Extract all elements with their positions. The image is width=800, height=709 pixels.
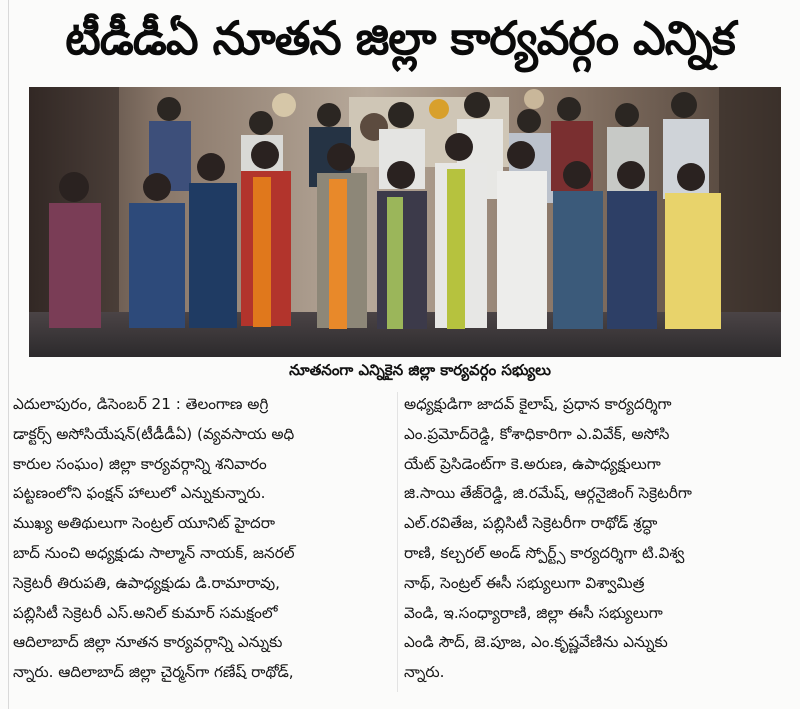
column-divider: [397, 392, 398, 692]
body-line: ముఖ్య అతిథులుగా సెంట్రల్ యూనిట్ హైదరా: [13, 514, 275, 533]
body-line: ఎం.ప్రమోద్‌రెడ్డి, కోశాధికారిగా ఎ.వివేక్, అసోసి: [404, 424, 670, 443]
body-line: ఎండి సౌద్, జె.పూజ, ఎం.కృష్ణవేణిను ఎన్నుకు: [404, 633, 668, 652]
body-line: కారుల సంఘం) జిల్లా కార్యవర్గాన్ని శనివారం: [13, 454, 267, 473]
body-line: పట్టణంలోని ఫంక్షన్ హాలులో ఎన్నుకున్నారు.: [13, 484, 266, 503]
body-line: అధ్యక్షుడిగా జాదవ్ కైలాష్, ప్రధాన కార్యదర్శిగా: [404, 395, 672, 413]
body-line: పబ్లిసిటీ సెక్రెటరీ ఎస్.అనిల్ కుమార్ సమక్షంలో: [13, 603, 278, 622]
photo-caption: నూతనంగా ఎన్నికైన జిల్లా కార్యవర్గం సభ్యులు: [289, 361, 551, 379]
body-line: ఎదులాపురం, డిసెంబర్ 21 : తెలంగాణ అగ్రి: [13, 395, 269, 413]
article-body-left-column: [13, 390, 393, 688]
body-line: జి.సాయి తేజ్‌రెడ్డి, జి.రమేష్, ఆర్గనైజింగ్ సెక్రెటరీగా: [404, 484, 692, 503]
margin-rule: [8, 0, 9, 709]
body-line: బాద్ నుంచి అధ్యక్షుడు సాల్మాన్ నాయక్, జనరల్: [13, 543, 295, 562]
body-line: వెండి, ఇ.సంధ్యారాణి, జిల్లా ఈసీ సభ్యులుగా: [404, 603, 663, 622]
body-line: నాథ్, సెంట్రల్ ఈసీ సభ్యులుగా విశ్వామిత్ర: [404, 573, 645, 592]
body-line: యేట్ ప్రెసిడెంట్‌గా కె.అరుణ, ఉపాధ్యక్షులుగా: [404, 454, 661, 473]
body-line: న్నారు.: [404, 663, 445, 682]
body-line: ఎల్.రవితేజ, పబ్లిసిటీ సెక్రెటరీగా రాథోడ్ శ్రద్ధా: [404, 514, 658, 533]
body-line: సెక్రెటరీ తిరుపతి, ఉపాధ్యక్షుడు డి.రామారావు,: [13, 573, 280, 592]
article-body-right-column: [404, 390, 784, 688]
body-line: న్నారు. ఆదిలాబాద్ జిల్లా చైర్మన్‌గా గణేష్ రాథోడ్,: [13, 663, 294, 682]
group-photo: [29, 87, 781, 357]
body-line: ఆదిలాబాద్ జిల్లా నూతన కార్యవర్గాన్ని ఎన్నుకు: [13, 633, 283, 652]
body-line: డాక్టర్స్ అసోసియేషన్(టీడీడీఏ) (వ్యవసాయ అధి: [13, 424, 295, 443]
body-line: రాణి, కల్చరల్ అండ్ స్పోర్ట్స్ కార్యదర్శిగా టి.విశ్వ: [404, 543, 685, 562]
article-headline: టీడీడీఏ నూతన జిల్లా కార్యవర్గం ఎన్నిక: [65, 11, 735, 65]
